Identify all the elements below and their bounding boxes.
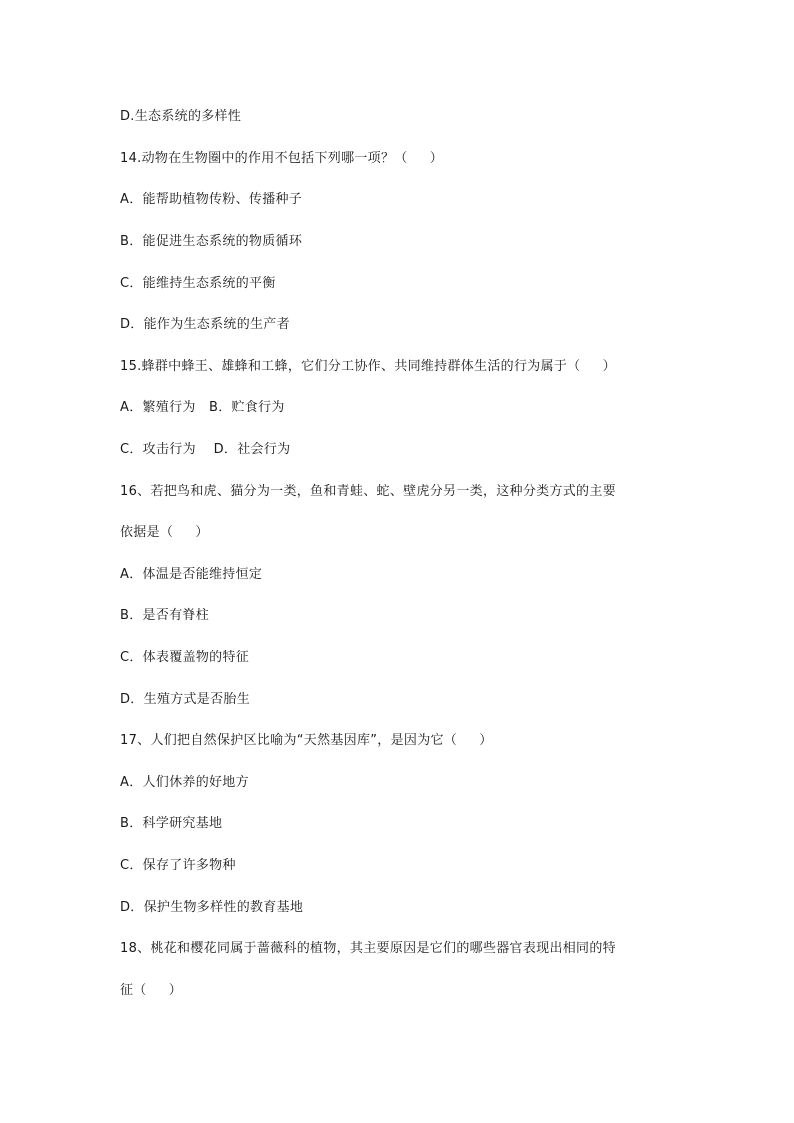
option-b-17: B．科学研究基地 [120,816,223,831]
question-14: 14.动物在生物圈中的作用不包括下列哪一项？（ ） [120,151,444,166]
option-c-17: C．保存了许多物种 [120,858,236,873]
question-15: 15.蜂群中蜂王、雄蜂和工蜂，它们分工协作、共同维持群体生活的行为属于（ ） [120,359,616,374]
option-c-14: C．能维持生态系统的平衡 [120,276,276,291]
option-d-13: D.生态系统的多样性 [120,109,242,124]
option-d-14: D．能作为生态系统的生产者 [120,317,290,332]
option-a-14: A．能帮助植物传粉、传播种子 [120,192,303,207]
option-b-14: B．能促进生态系统的物质循环 [120,234,303,249]
question-16-line1: 16、若把鸟和虎、猫分为一类，鱼和青蛙、蛇、壁虎分另一类，这种分类方式的主要 [120,484,616,499]
option-b-16: B．是否有脊柱 [120,608,210,623]
question-16-line2: 依据是（ ） [120,525,209,540]
question-18-line2: 征（ ） [120,983,183,998]
question-18-line1: 18、桃花和樱花同属于蔷薇科的植物，其主要原因是它们的哪些器官表现出相同的特 [120,941,616,956]
option-c-16: C．体表覆盖物的特征 [120,650,250,665]
option-d-16: D．生殖方式是否胎生 [120,692,251,707]
options-cd-15: C．攻击行为 D．社会行为 [120,442,291,457]
option-a-17: A．人们休养的好地方 [120,775,249,790]
options-ab-15: A．繁殖行为 B．贮食行为 [120,400,285,415]
question-17: 17、人们把自然保护区比喻为“天然基因库”，是因为它（ ） [120,733,493,748]
option-d-17: D．保护生物多样性的教育基地 [120,900,304,915]
option-a-16: A．体温是否能维持恒定 [120,567,263,582]
